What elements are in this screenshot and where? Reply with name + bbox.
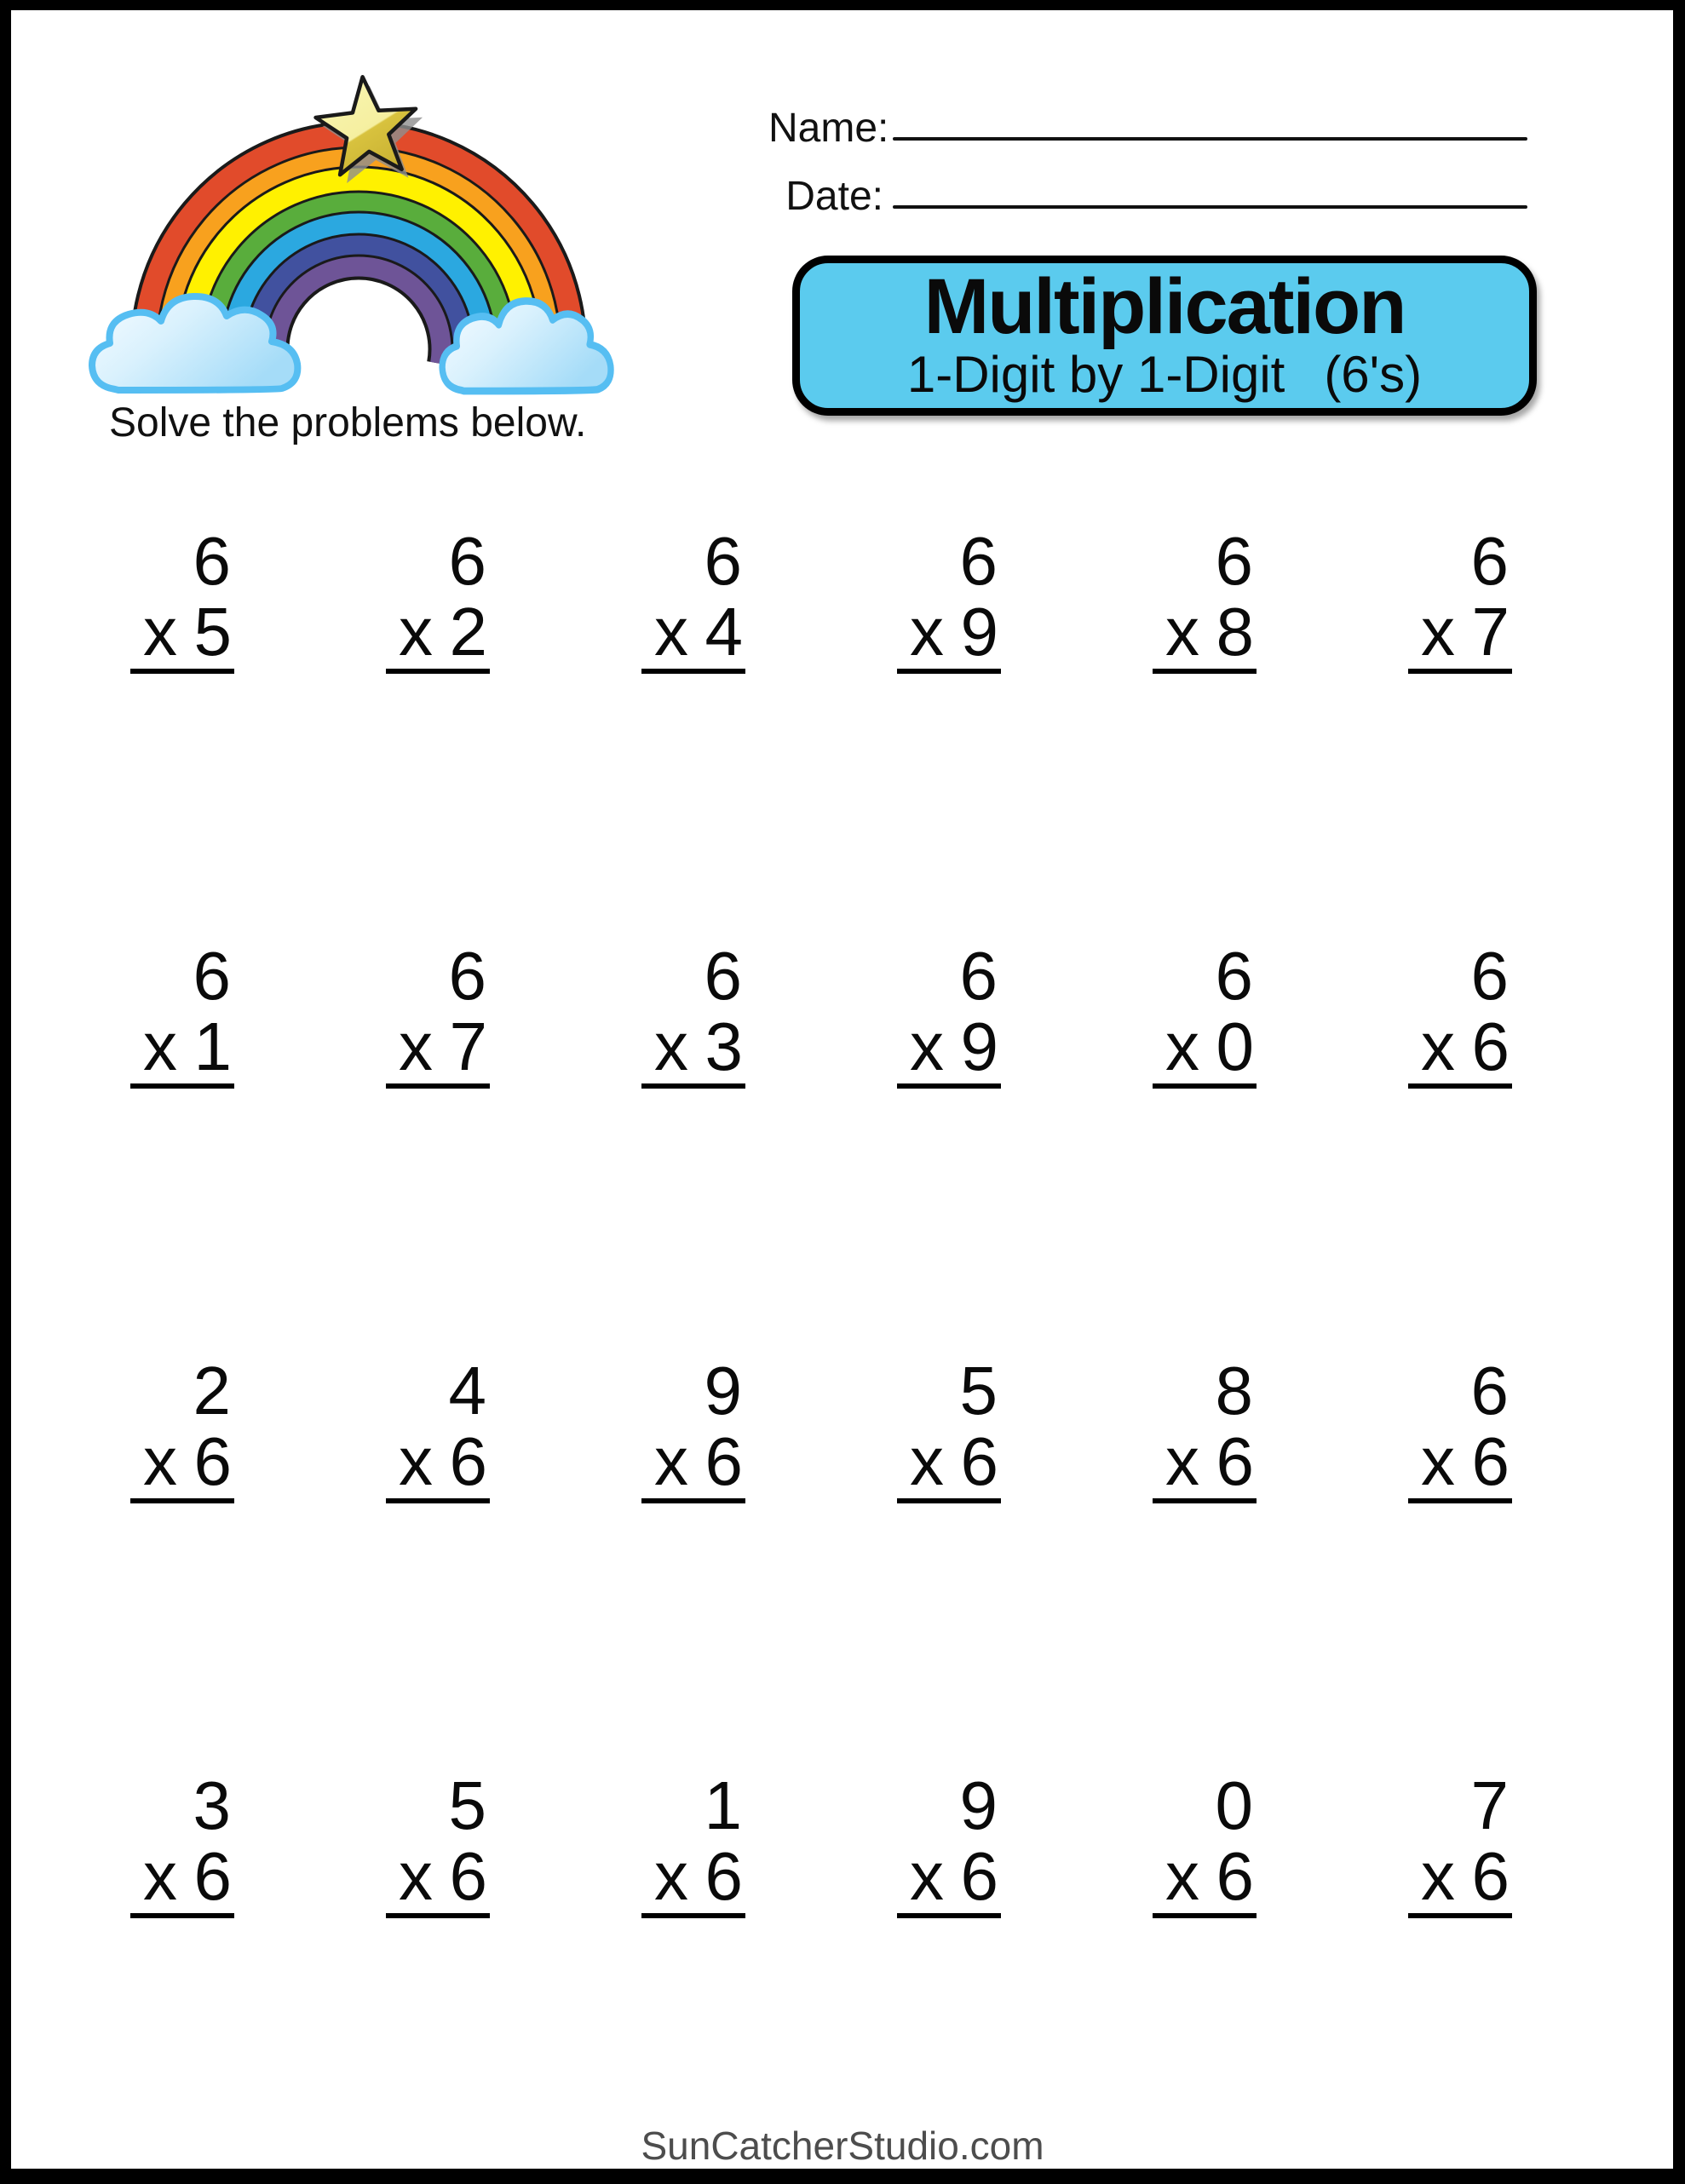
multiply-sign: x [654, 1009, 688, 1084]
multiplication-problem [386, 525, 490, 674]
multiplicand: 1 [704, 1767, 742, 1843]
problem-bottom-row [897, 594, 1001, 674]
multiply-sign: x [1165, 1423, 1199, 1499]
problem-bottom-row [897, 1423, 1001, 1503]
worksheet-title-box [792, 256, 1537, 416]
multiplication-problem [130, 940, 234, 1089]
problem-bottom-row [386, 1423, 490, 1503]
multiplication-problem [1153, 940, 1257, 1089]
multiplier: 6 [449, 1423, 487, 1499]
multiplier: 6 [193, 1423, 232, 1499]
multiplicand: 6 [1215, 938, 1253, 1014]
problem-bottom-row [641, 1009, 745, 1089]
multiplicand: 9 [704, 1353, 742, 1428]
multiply-sign: x [143, 1423, 177, 1499]
multiplicand: 6 [193, 523, 231, 599]
multiplier: 1 [193, 1009, 232, 1084]
multiplication-problem [641, 1354, 745, 1503]
multiplier: 6 [1471, 1838, 1510, 1914]
multiply-sign: x [910, 594, 944, 670]
multiplicand: 8 [1215, 1353, 1253, 1428]
problem-bottom-row [130, 1423, 234, 1503]
multiplication-problem [897, 940, 1001, 1089]
problem-bottom-row [897, 1838, 1001, 1918]
name-label: Name: [768, 106, 889, 151]
problem-bottom-row [1408, 1423, 1512, 1503]
multiplicand: 5 [448, 1767, 486, 1843]
multiplier: 6 [704, 1423, 743, 1499]
multiplication-problem [897, 1354, 1001, 1503]
problem-bottom-row [1153, 1423, 1257, 1503]
multiplication-problem [1153, 525, 1257, 674]
multiplication-problem [641, 940, 745, 1089]
multiplication-problem [130, 1769, 234, 1918]
multiplication-problem [386, 940, 490, 1089]
multiplication-problem [130, 1354, 234, 1503]
multiplicand: 2 [193, 1353, 231, 1428]
multiply-sign: x [1421, 1838, 1455, 1914]
multiplier: 4 [704, 594, 743, 670]
multiplicand: 6 [1470, 938, 1509, 1014]
multiplication-problem [130, 525, 234, 674]
multiplier: 3 [704, 1009, 743, 1084]
problem-bottom-row [1408, 1009, 1512, 1089]
multiplicand: 6 [193, 938, 231, 1014]
multiplication-problem [641, 525, 745, 674]
problem-bottom-row [130, 594, 234, 674]
multiplication-problem [1408, 525, 1512, 674]
multiplier: 0 [1216, 1009, 1254, 1084]
multiplier: 6 [704, 1838, 743, 1914]
problem-bottom-row [897, 1009, 1001, 1089]
multiplicand: 6 [448, 523, 486, 599]
multiplicand: 6 [1470, 523, 1509, 599]
multiply-sign: x [143, 1838, 177, 1914]
multiplication-problem [1408, 940, 1512, 1089]
multiplication-problem [1153, 1354, 1257, 1503]
worksheet-title: Multiplication [923, 263, 1406, 350]
multiply-sign: x [910, 1838, 944, 1914]
multiply-sign: x [399, 1009, 433, 1084]
multiply-sign: x [910, 1423, 944, 1499]
multiplication-problem [897, 525, 1001, 674]
multiplier: 5 [193, 594, 232, 670]
multiplier: 2 [449, 594, 487, 670]
multiplicand: 6 [959, 938, 998, 1014]
problems-grid [130, 525, 1512, 2184]
problem-bottom-row [386, 594, 490, 674]
multiply-sign: x [1165, 1838, 1199, 1914]
multiplication-problem [1408, 1769, 1512, 1918]
multiplier: 6 [1216, 1423, 1254, 1499]
multiplier: 7 [1471, 594, 1510, 670]
multiply-sign: x [654, 1423, 688, 1499]
date-label: Date: [785, 174, 883, 219]
multiplication-problem [1408, 1354, 1512, 1503]
problem-bottom-row [130, 1009, 234, 1089]
multiplication-problem [641, 1769, 745, 1918]
multiply-sign: x [399, 594, 433, 670]
problem-row [130, 1354, 1512, 1769]
multiplicand: 9 [959, 1767, 998, 1843]
problem-bottom-row [1408, 594, 1512, 674]
problem-bottom-row [1153, 594, 1257, 674]
date-write-line [893, 205, 1527, 209]
problem-bottom-row [386, 1838, 490, 1918]
name-write-line [893, 137, 1527, 141]
multiplicand: 6 [704, 938, 742, 1014]
multiplicand: 3 [193, 1767, 231, 1843]
multiply-sign: x [910, 1009, 944, 1084]
instruction-text: Solve the problems below. [109, 400, 587, 445]
multiplicand: 6 [1215, 523, 1253, 599]
multiply-sign: x [143, 594, 177, 670]
problem-bottom-row [130, 1838, 234, 1918]
multiplicand: 7 [1470, 1767, 1509, 1843]
multiplier: 6 [1471, 1009, 1510, 1084]
problem-bottom-row [641, 1423, 745, 1503]
multiplicand: 5 [959, 1353, 998, 1428]
footer-credit: SunCatcherStudio.com [641, 2124, 1044, 2168]
multiply-sign: x [1421, 594, 1455, 670]
multiplier: 6 [960, 1838, 998, 1914]
problem-bottom-row [1408, 1838, 1512, 1918]
multiplier: 9 [960, 594, 998, 670]
multiplier: 9 [960, 1009, 998, 1084]
worksheet-subtitle: 1-Digit by 1-Digit [906, 346, 1285, 403]
multiply-sign: x [1165, 594, 1199, 670]
multiply-sign: x [1165, 1009, 1199, 1084]
multiply-sign: x [399, 1423, 433, 1499]
multiplication-problem [386, 1354, 490, 1503]
multiply-sign: x [399, 1838, 433, 1914]
multiplicand: 6 [1470, 1353, 1509, 1428]
multiplicand: 6 [959, 523, 998, 599]
multiplier: 6 [449, 1838, 487, 1914]
multiplicand: 4 [448, 1353, 486, 1428]
multiplier: 7 [449, 1009, 487, 1084]
multiplication-problem [897, 1769, 1001, 1918]
multiplicand: 6 [704, 523, 742, 599]
rainbow-band-purple [276, 267, 441, 364]
multiply-sign: x [1421, 1009, 1455, 1084]
multiplier: 8 [1216, 594, 1254, 670]
multiplier: 6 [960, 1423, 998, 1499]
multiplicand: 6 [448, 938, 486, 1014]
worksheet-set-tag: (6's) [1324, 346, 1423, 403]
multiply-sign: x [143, 1009, 177, 1084]
multiplier: 6 [193, 1838, 232, 1914]
multiplicand: 0 [1215, 1767, 1253, 1843]
multiply-sign: x [654, 594, 688, 670]
problem-row [130, 940, 1512, 1354]
multiplication-problem [386, 1769, 490, 1918]
rainbow-illustration [51, 60, 630, 409]
multiplier: 6 [1471, 1423, 1510, 1499]
problem-bottom-row [641, 594, 745, 674]
problem-row [130, 1769, 1512, 2184]
problem-row [130, 525, 1512, 940]
problem-bottom-row [386, 1009, 490, 1089]
problem-bottom-row [641, 1838, 745, 1918]
multiplication-problem [1153, 1769, 1257, 1918]
multiplier: 6 [1216, 1838, 1254, 1914]
multiply-sign: x [654, 1838, 688, 1914]
problem-bottom-row [1153, 1838, 1257, 1918]
multiply-sign: x [1421, 1423, 1455, 1499]
problem-bottom-row [1153, 1009, 1257, 1089]
